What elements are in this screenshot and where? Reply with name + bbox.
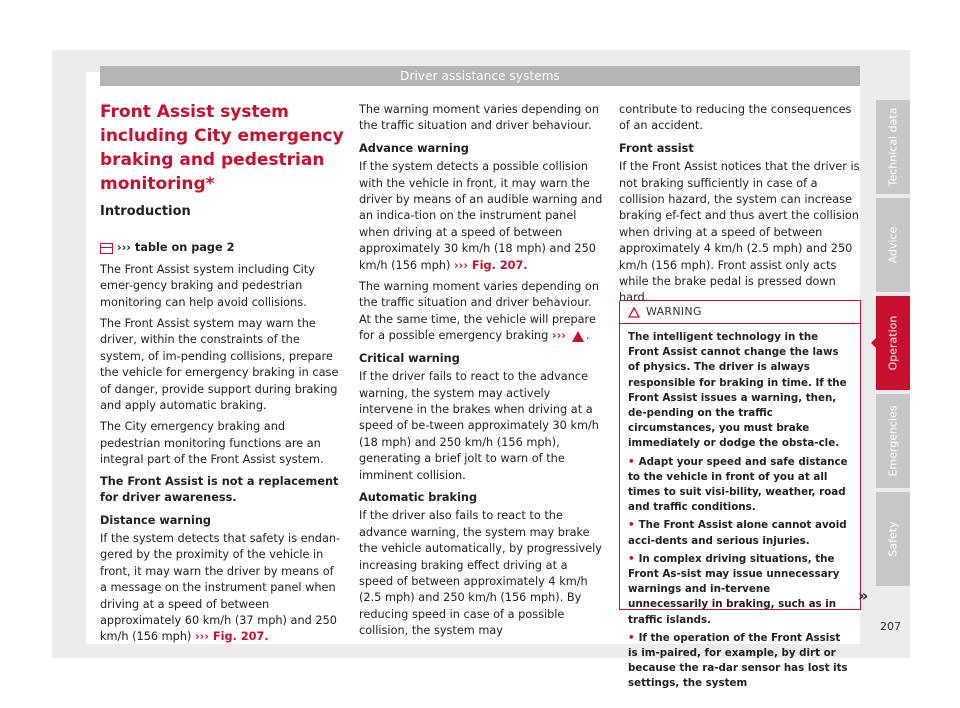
paragraph: The Front Assist system including City emer-gency braking and pedestrian monitoring can help avoid collisions.: [100, 262, 315, 309]
paragraph: The City emergency braking and pedestrian monitoring functions are an integral part of the Front Assist system.: [100, 420, 324, 467]
paragraph: If the driver also fails to react to the advance warning, the system may brake the vehicle automatically, by progressively increasing braking effect driving at a speed of between approximately 4 km/h (2.5 mph) and 250 km/h (156 mph). By reducing speed in case of a possible collision, the system may: [359, 509, 602, 638]
paragraph: If the driver fails to react to the advance warning, the system may actively intervene in the brakes when driving at a speed of be-tween approximately 30 km/h (18 mph) and 250 km/h (156 mph), generating a brief jolt to warn of the imminent collision.: [359, 370, 599, 482]
bullet-icon: •: [628, 631, 635, 644]
emphasis-paragraph: The Front Assist is not a replacement for driver awareness.: [100, 474, 339, 505]
warning-bullet: • If the operation of the Front Assist is im-paired, for example, by dirt or because the ra-dar sensor has lost its settings, the system: [628, 631, 848, 690]
bullet-icon: •: [628, 519, 635, 532]
tab-technical-data[interactable]: Technical data: [876, 100, 910, 194]
table-icon: [100, 243, 113, 254]
column-2: [359, 102, 603, 645]
warning-intro: The intelligent technology in the Front Assist cannot change the laws of physics. The driver is always responsible for braking in time. If the Front Assist issues a warning, then, de-pending on the traffic circumstances, you must brake immediately or dodge the obsta-cle.: [628, 331, 847, 450]
warning-label: WARNING: [646, 305, 702, 318]
tab-operation[interactable]: Operation: [876, 296, 910, 390]
figure-link[interactable]: ››› Fig. 207.: [195, 630, 269, 644]
warning-header: [620, 301, 860, 324]
figure-link[interactable]: ››› Fig. 207.: [454, 258, 528, 272]
warning-link[interactable]: ›››: [552, 329, 586, 342]
column-3: [619, 102, 863, 312]
warning-bullet: • Adapt your speed and safe distance to the vehicle in front of you at all times to suit visi-bility, weather, road and traffic conditions.: [628, 455, 848, 514]
subheading-advance-warning: Advance warning: [359, 141, 469, 155]
bullet-icon: •: [628, 455, 635, 468]
subheading-automatic-braking: Automatic braking: [359, 490, 478, 504]
tab-advice[interactable]: Advice: [876, 198, 910, 292]
tab-safety[interactable]: Safety: [876, 492, 910, 586]
warning-triangle-icon: [572, 331, 584, 342]
warning-box: [619, 300, 861, 690]
subheading-critical-warning: Critical warning: [359, 351, 460, 365]
paragraph: The warning moment varies depending on the traffic situation and driver behaviour. At the same time, the vehicle will prepare for a possible emergency braking ››› .: [359, 280, 600, 343]
paragraph: The warning moment varies depending on the traffic situation and driver behaviour.: [359, 103, 600, 133]
bullet-icon: •: [628, 552, 635, 565]
paragraph: If the system detects that safety is endan-gered by the proximity of the vehicle in front, it may warn the driver by means of a message on the instrument panel when driving at a speed of between approximately 60 km/h (37 mph) and 250 km/h (156 mph) ››› Fig. 207.: [100, 531, 341, 644]
subheading-front-assist: Front assist: [619, 141, 694, 155]
warning-body: [620, 324, 860, 692]
tab-emergencies[interactable]: Emergencies: [876, 394, 910, 488]
subheading-distance-warning: Distance warning: [100, 513, 212, 527]
subsection-title: Introduction: [100, 204, 191, 219]
continue-arrow-icon: »: [858, 586, 869, 605]
page-number: 207: [880, 620, 901, 633]
section-header: Driver assistance systems: [100, 66, 860, 86]
paragraph: If the system detects a possible collision with the vehicle in front, it may warn the driver by means of an audible warning and an indica-tion on the instrument panel when driving at a speed of between approximately 30 km/h (18 mph) and 250 km/h (156 mph) ››› Fig. 207.: [359, 160, 603, 272]
warning-bullet: • In complex driving situations, the Front As-sist may issue unnecessary warnings and in-tervene unnecessarily in braking, such as in traffic islands.: [628, 552, 840, 626]
warning-bullet: • The Front Assist alone cannot avoid acci-dents and serious injuries.: [628, 519, 847, 547]
paragraph: If the Front Assist notices that the driver is not braking sufficiently in case of a collision hazard, the system can increase braking ef-fect and thus avert the collision when driving at a speed of between approximately 4 km/h (2.5 mph) and 250 km/h (156 mph). Front assist only acts while the brake pedal is pressed down hard.: [619, 160, 860, 305]
paragraph: The Front Assist system may warn the driver, within the constraints of the system, of im-pending collisions, prepare the vehicle for emergency braking in case of danger, provide support during braking and apply automatic braking.: [100, 317, 339, 413]
cross-reference[interactable]: ››› table on page 2: [100, 240, 344, 256]
warning-triangle-icon: [628, 307, 640, 318]
section-title: Front Assist system including City emergency braking and pedestrian monitoring*: [100, 102, 344, 194]
paragraph: contribute to reducing the consequences of an accident.: [619, 103, 852, 133]
chapter-tabs: [876, 100, 910, 590]
column-1: [100, 100, 344, 651]
